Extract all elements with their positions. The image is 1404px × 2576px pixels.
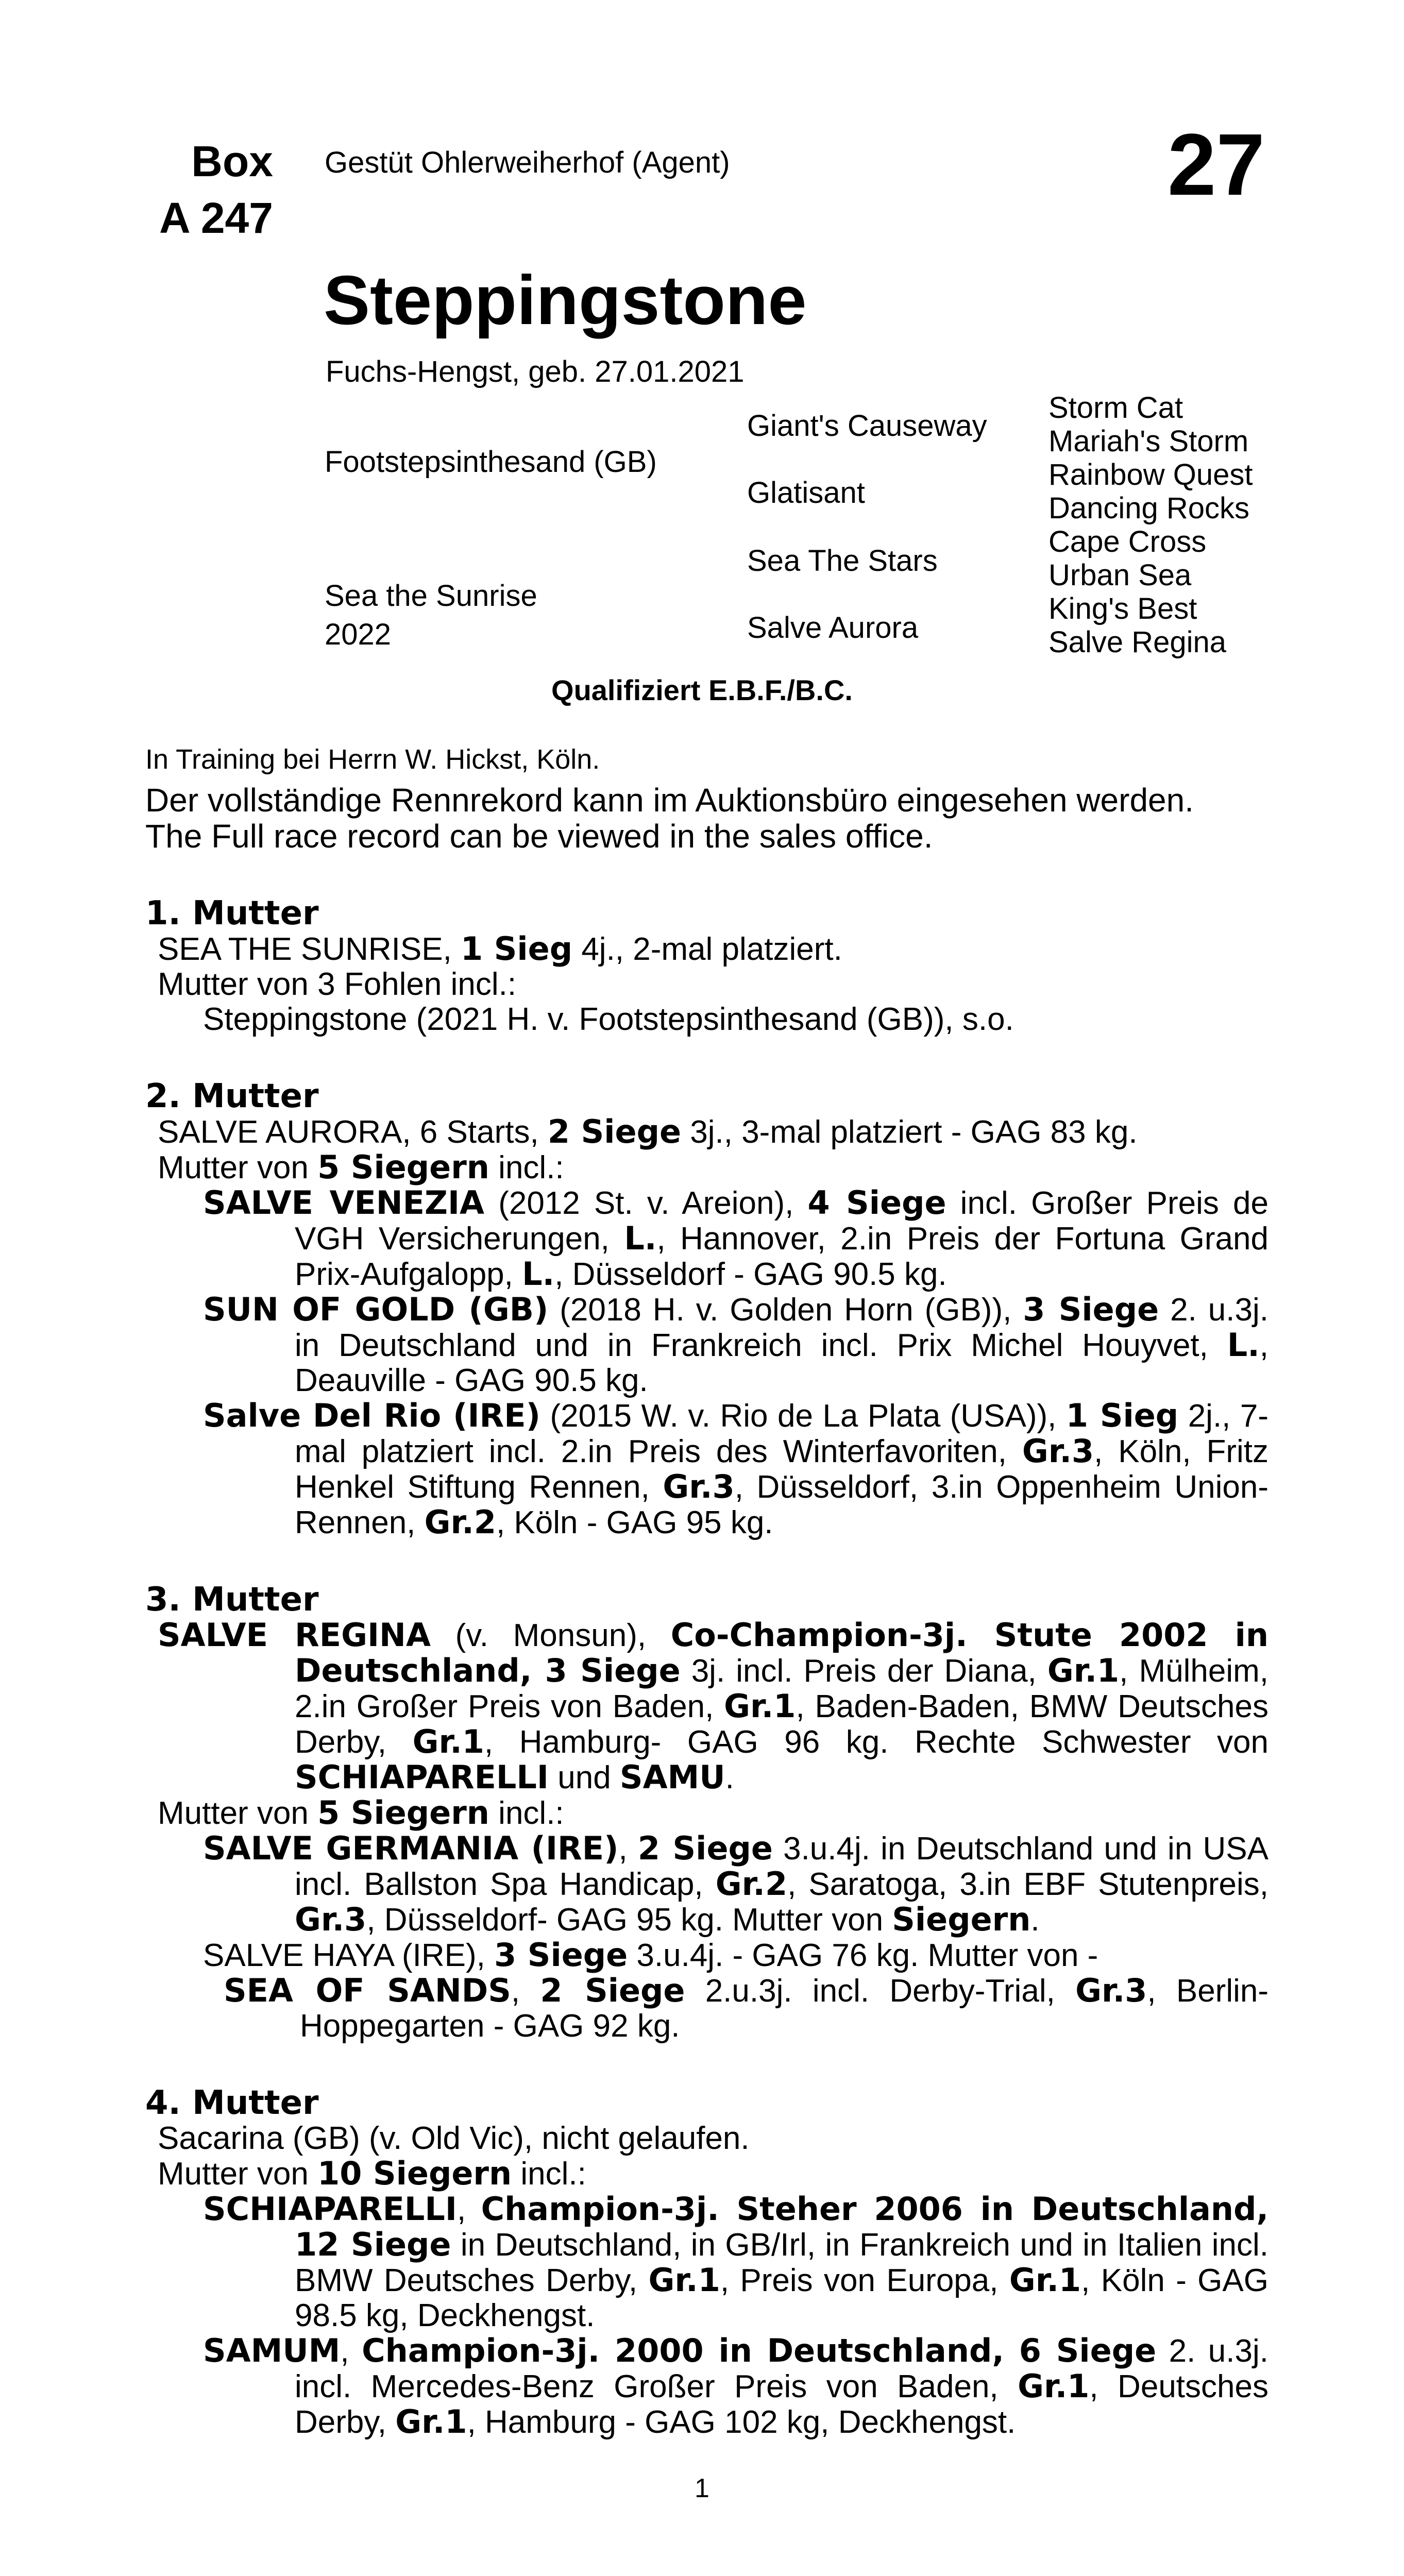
pedigree-great-grandparent: Mariah's Storm [1048,425,1249,458]
agent: Gestüt Ohlerweiherhof (Agent) [325,146,730,179]
pedigree-great-grandparent: Rainbow Quest [1048,458,1253,492]
box-number [144,133,273,246]
third-dam-section [145,1582,1268,2044]
fourth-dam-section [145,2085,1268,2440]
offspring-entry: SALVE HAYA (IRE), 3 Siege 3.u.4j. - GAG 76 kg. Mutter von - [203,1936,1098,1974]
pedigree-great-grandparent: King's Best [1048,592,1197,625]
race-record-note [145,782,1268,854]
horse-description: Fuchs-Hengst, geb. 27.01.2021 [326,355,745,388]
section-heading: 3. Mutter [145,1581,319,1619]
pedigree-grandparent: Giant's Causeway [747,409,987,443]
pedigree-grandparent: Glatisant [747,476,865,510]
dam-entry: SALVE AURORA, 6 Starts, 2 Siege 3j., 3-mal platziert - GAG 83 kg. [158,1113,1138,1150]
offspring-entry: SAMUM, Champion-3j. 2000 in Deutschland, 6 Siege 2. u.3j. incl. Mercedes-Benz Großer Preis von Baden, Gr.1, Deutsches Derby, Gr.1, Hamburg - GAG 102 kg, Deckhengst. [203,2332,1268,2441]
horse-name: Steppingstone [324,261,807,339]
offspring-entry: Steppingstone (2021 H. v. Footstepsinthesand (GB)), s.o. [203,1002,1014,1037]
section-heading: 4. Mutter [145,2084,319,2122]
offspring-entry: SALVE GERMANIA (IRE), 2 Siege 3.u.4j. in Deutschland und in USA incl. Ballston Spa Handicap, Gr.2, Saratoga, 3.in EBF Stutenpreis, Gr.3, Düsseldorf- GAG 95 kg. Mutter von Siegern. [203,1829,1269,1938]
pedigree-great-grandparent: Urban Sea [1048,558,1192,592]
second-dam-section [145,1078,1268,1540]
pedigree-dam: Sea the Sunrise [325,579,537,613]
pedigree-dam-year: 2022 [325,618,392,651]
pedigree-grandparent: Salve Aurora [747,611,919,645]
first-dam-section [145,895,1268,1037]
race-record-de: Der vollständige Rennrekord kann im Auktionsbüro eingesehen werden. [145,782,1194,819]
catalogue-body [145,742,1268,2440]
granddaughter-entry: SEA OF SANDS, 2 Siege 2.u.3j. incl. Derby-Trial, Gr.3, Berlin-Hoppegarten - GAG 92 kg. [224,1972,1269,2044]
qualification: Qualifiziert E.B.F./B.C. [551,674,853,706]
lot-number: 27 [1167,116,1265,214]
offspring-entry: SCHIAPARELLI, Champion-3j. Steher 2006 in Deutschland, 12 Siege in Deutschland, in GB/Irl, in Frankreich und in Italien incl. BMW Deutsches Derby, Gr.1, Preis von Europa, Gr.1, Köln - GAG 98.5 kg, Deckhengst. [203,2190,1269,2333]
winners-line: Mutter von 10 Siegern incl.: [158,2155,586,2192]
pedigree-great-grandparent: Dancing Rocks [1048,492,1250,525]
dam-entry: Sacarina (GB) (v. Old Vic), nicht gelaufen. [158,2121,750,2156]
training-note: In Training bei Herrn W. Hickst, Köln. [145,744,600,775]
box-code: A 247 [159,194,273,242]
dam-entry: SEA THE SUNRISE, 1 Sieg 4j., 2-mal platziert. [158,930,842,968]
pedigree-great-grandparent: Storm Cat [1048,391,1183,425]
dam-entry: SALVE REGINA (v. Monsun), Co-Champion-3j. Stute 2002 in Deutschland, 3 Siege 3j. incl. Preis der Diana, Gr.1, Mülheim, 2.in Großer Preis von Baden, Gr.1, Baden-Baden, BMW Deutsches Derby, Gr.1, Hamburg- GAG 96 kg. Rechte Schwester von SCHIAPARELLI und SAMU. [158,1616,1269,1796]
foals-line: Mutter von 3 Fohlen incl.: [158,967,517,1002]
pedigree-great-grandparent: Salve Regina [1048,625,1226,659]
winners-line: Mutter von 5 Siegern incl.: [158,1148,564,1186]
pedigree-grandparent: Sea The Stars [747,544,938,578]
winners-line: Mutter von 5 Siegern incl.: [158,1794,564,1832]
pedigree-great-grandparent: Cape Cross [1048,525,1207,558]
section-heading: 1. Mutter [145,894,319,933]
race-record-en: The Full race record can be viewed in the sales office. [145,818,933,855]
box-label: Box [191,137,273,185]
page-number: 1 [695,2473,709,2503]
offspring-entry: SALVE VENEZIA (2012 St. v. Areion), 4 Siege incl. Großer Preis de VGH Versicherungen, L., Hannover, 2.in Preis der Fortuna Grand Prix-Aufgalopp, L., Düsseldorf - GAG 90.5 kg. [203,1184,1268,1293]
offspring-entry: SUN OF GOLD (GB) (2018 H. v. Golden Horn (GB)), 3 Siege 2. u.3j. in Deutschland und in Frankreich incl. Prix Michel Houyvet, L., Deauville - GAG 90.5 kg. [203,1291,1268,1398]
section-heading: 2. Mutter [145,1077,319,1115]
pedigree-sire: Footstepsinthesand (GB) [325,445,657,479]
offspring-entry: Salve Del Rio (IRE) (2015 W. v. Rio de La Plata (USA)), 1 Sieg 2j., 7-mal platziert incl. 2.in Preis des Winterfavoriten, Gr.3, Köln, Fritz Henkel Stiftung Rennen, Gr.3, Düsseldorf, 3.in Oppenheim Union-Rennen, Gr.2, Köln - GAG 95 kg. [203,1397,1269,1541]
